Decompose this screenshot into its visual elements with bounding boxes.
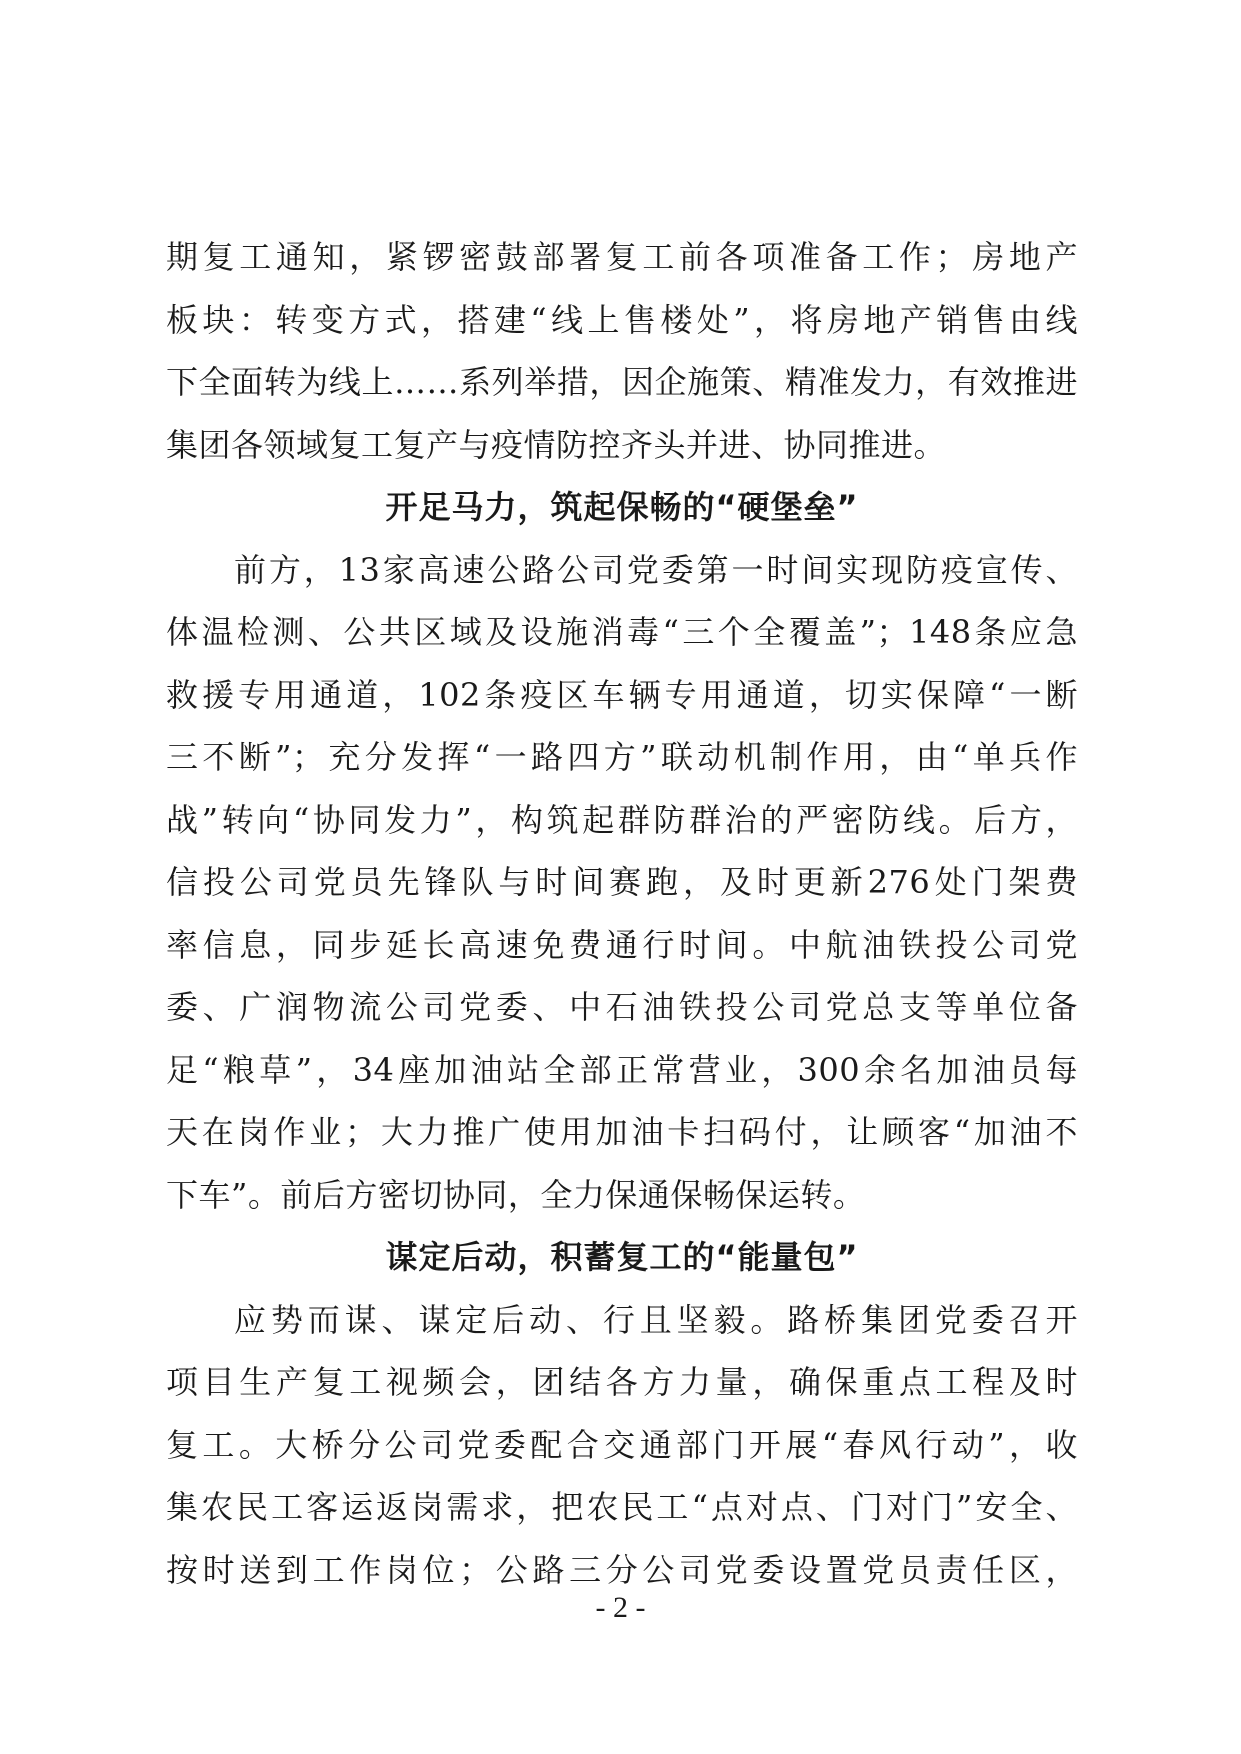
page-number: - 2 - [595, 1591, 646, 1624]
paragraph-section-1 [166, 539, 1078, 1227]
paragraph-section-2 [166, 1289, 1078, 1602]
document-body [166, 226, 1078, 1601]
paragraph-intro-continuation [166, 226, 1078, 476]
text-line: 足“粮草”，34座加油站全部正常营业，300余名加油员每 [166, 1050, 1078, 1089]
text-line: 下车”。前后方密切协同，全力保通保畅保运转。 [166, 1175, 866, 1214]
text-line: 期复工通知，紧锣密鼓部署复工前各项准备工作；房地产 [166, 238, 1078, 276]
text-line: 三不断”；充分发挥“一路四方”联动机制作用，由“单兵作 [166, 738, 1078, 776]
text-line: 委、广润物流公司党委、中石油铁投公司党总支等单位备 [166, 988, 1078, 1026]
section-heading-1: 开足马力，筑起保畅的“硬堡垒” [385, 488, 859, 526]
text-line: 救援专用通道，102条疫区车辆专用通道，切实保障“一断 [166, 675, 1078, 714]
text-line: 项目生产复工视频会，团结各方力量，确保重点工程及时 [166, 1363, 1078, 1401]
text-line: 集农民工客运返岗需求，把农民工“点对点、门对门”安全、 [166, 1488, 1078, 1526]
text-line: 复工。大桥分公司党委配合交通部门开展“春风行动”，收 [166, 1425, 1078, 1464]
text-line: 按时送到工作岗位；公路三分公司党委设置党员责任区， [166, 1550, 1078, 1589]
text-line: 板块：转变方式，搭建“线上售楼处”，将房地产销售由线 [166, 300, 1078, 339]
text-line: 集团各领域复工复产与疫情防控齐头并进、协同推进。 [166, 425, 947, 464]
text-line: 战”转向“协同发力”，构筑起群防群治的严密防线。后方， [166, 800, 1078, 839]
text-line: 前方，13家高速公路公司党委第一时间实现防疫宣传、 [234, 550, 1078, 589]
text-line: 率信息，同步延长高速免费通行时间。中航油铁投公司党 [166, 925, 1078, 964]
text-line: 应势而谋、谋定后动、行且坚毅。路桥集团党委召开 [234, 1300, 1078, 1339]
text-line: 下全面转为线上……系列举措，因企施策、精准发力，有效推进 [166, 363, 1078, 401]
section-heading-2: 谋定后动，积蓄复工的“能量包” [385, 1238, 859, 1276]
text-line: 信投公司党员先锋队与时间赛跑，及时更新276处门架费 [166, 863, 1078, 901]
text-line: 体温检测、公共区域及设施消毒“三个全覆盖”；148条应急 [166, 613, 1078, 651]
text-line: 天在岗作业；大力推广使用加油卡扫码付，让顾客“加油不 [166, 1113, 1078, 1151]
